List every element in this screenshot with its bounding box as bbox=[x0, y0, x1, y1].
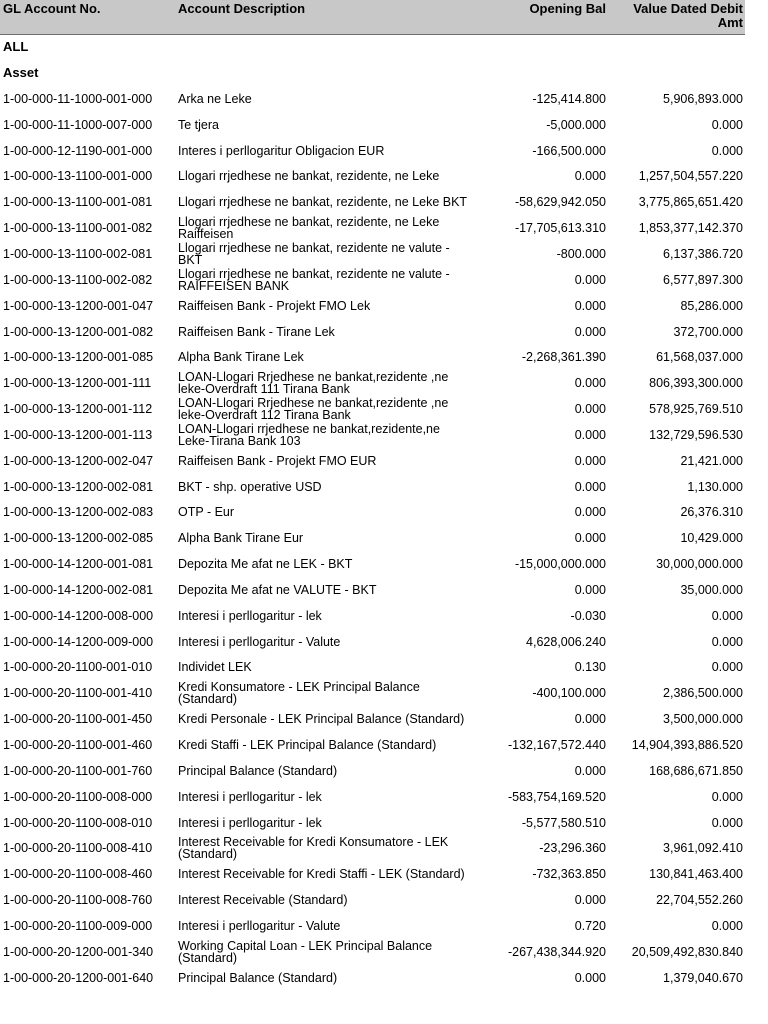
gl-account-cell: 1-00-000-20-1100-001-450 bbox=[3, 712, 153, 727]
value-dated-debit-cell: 35,000.000 bbox=[680, 582, 743, 597]
gl-account-cell: 1-00-000-14-1200-002-081 bbox=[3, 582, 154, 597]
opening-bal-cell: -583,754,169.520 bbox=[507, 789, 606, 804]
ledger-table-body bbox=[0, 86, 745, 991]
table-row bbox=[0, 706, 745, 732]
table-row bbox=[0, 267, 745, 293]
opening-bal-cell: 0.000 bbox=[574, 298, 606, 313]
account-description-cell: Llogari rrjedhese ne bankat, rezidente, ne Leke bbox=[178, 169, 440, 184]
opening-bal-cell: -732,363.850 bbox=[532, 867, 606, 882]
value-dated-debit-cell: 3,500,000.000 bbox=[663, 712, 743, 727]
gl-account-cell: 1-00-000-20-1200-001-640 bbox=[3, 970, 154, 985]
table-row bbox=[0, 758, 745, 784]
table-row bbox=[0, 603, 745, 629]
account-description-cell: Kredi Konsumatore - LEK Principal Balance (Standard) bbox=[178, 680, 420, 707]
account-description-cell: Kredi Personale - LEK Principal Balance (Standard) bbox=[178, 712, 465, 727]
table-row bbox=[0, 939, 745, 965]
account-description-cell: Kredi Staffi - LEK Principal Balance (Standard) bbox=[178, 738, 437, 753]
value-dated-debit-cell: 61,568,037.000 bbox=[656, 350, 743, 365]
account-description-cell: Llogari rrjedhese ne bankat, rezidente ne valute - BKT bbox=[178, 240, 450, 267]
value-dated-debit-cell: 3,775,865,651.420 bbox=[638, 195, 743, 210]
gl-account-cell: 1-00-000-13-1200-001-112 bbox=[3, 402, 153, 417]
gl-account-cell: 1-00-000-12-1190-001-000 bbox=[3, 143, 153, 158]
account-description-cell: Interesi i perllogaritur - Valute bbox=[178, 918, 341, 933]
value-dated-debit-cell: 20,509,492,830.840 bbox=[631, 944, 743, 959]
account-description-cell: Interes i perllogaritur Obligacion EUR bbox=[178, 143, 385, 158]
gl-account-cell: 1-00-000-13-1200-001-111 bbox=[3, 376, 152, 391]
account-description-cell: Interesi i perllogaritur - lek bbox=[178, 608, 322, 623]
opening-bal-cell: -267,438,344.920 bbox=[507, 944, 606, 959]
account-description-cell: LOAN-Llogari Rrjedhese ne bankat,rezidente ,ne leke-Overdraft 111 Tirana Bank bbox=[178, 370, 449, 397]
gl-account-cell: 1-00-000-14-1200-001-081 bbox=[3, 557, 154, 572]
opening-bal-cell: -0.030 bbox=[570, 608, 606, 623]
gl-account-cell: 1-00-000-13-1200-002-081 bbox=[3, 479, 154, 494]
value-dated-debit-cell: 806,393,300.000 bbox=[649, 376, 743, 391]
table-row bbox=[0, 577, 745, 603]
account-description-cell: Interesi i perllogaritur - Valute bbox=[178, 634, 341, 649]
account-description-cell: LOAN-Llogari Rrjedhese ne bankat,rezidente ,ne leke-Overdraft 112 Tirana Bank bbox=[178, 396, 449, 423]
value-dated-debit-cell: 0.000 bbox=[711, 789, 743, 804]
gl-account-cell: 1-00-000-20-1100-001-410 bbox=[3, 686, 153, 701]
account-description-cell: Interesi i perllogaritur - lek bbox=[178, 815, 322, 830]
account-description-cell: Interest Receivable (Standard) bbox=[178, 893, 348, 908]
account-description-cell: Depozita Me afat ne LEK - BKT bbox=[178, 557, 353, 572]
gl-account-cell: 1-00-000-13-1100-001-081 bbox=[3, 195, 153, 210]
gl-account-cell: 1-00-000-13-1100-001-000 bbox=[3, 169, 153, 184]
table-header bbox=[0, 0, 745, 35]
account-description-cell: Llogari rrjedhese ne bankat, rezidente, ne Leke Raiffeisen bbox=[178, 215, 440, 242]
value-dated-debit-cell: 0.000 bbox=[711, 634, 743, 649]
account-description-cell: Interesi i perllogaritur - lek bbox=[178, 789, 322, 804]
table-row bbox=[0, 215, 745, 241]
account-description-cell: Working Capital Loan - LEK Principal Balance (Standard) bbox=[178, 938, 433, 965]
table-row bbox=[0, 732, 745, 758]
value-dated-debit-cell: 6,577,897.300 bbox=[663, 272, 743, 287]
gl-account-cell: 1-00-000-13-1100-002-082 bbox=[3, 272, 153, 287]
table-row bbox=[0, 525, 745, 551]
value-dated-debit-cell: 372,700.000 bbox=[673, 324, 743, 339]
account-description-cell: Alpha Bank Tirane Eur bbox=[178, 531, 304, 546]
gl-account-cell: 1-00-000-13-1200-002-083 bbox=[3, 505, 154, 520]
opening-bal-cell: 0.000 bbox=[574, 505, 606, 520]
opening-bal-cell: -166,500.000 bbox=[532, 143, 606, 158]
opening-bal-cell: 0.000 bbox=[574, 970, 606, 985]
opening-bal-cell: -5,000.000 bbox=[546, 117, 606, 132]
account-description-cell: BKT - shp. operative USD bbox=[178, 479, 322, 494]
value-dated-debit-cell: 5,906,893.000 bbox=[663, 91, 743, 106]
header-account-description: Account Description bbox=[178, 1, 306, 16]
gl-account-cell: 1-00-000-13-1200-001-082 bbox=[3, 324, 154, 339]
table-row bbox=[0, 422, 745, 448]
opening-bal-cell: -58,629,942.050 bbox=[514, 195, 606, 210]
value-dated-debit-cell: 0.000 bbox=[711, 608, 743, 623]
table-row bbox=[0, 86, 745, 112]
header-gl-account: GL Account No. bbox=[3, 1, 101, 16]
value-dated-debit-cell: 1,130.000 bbox=[687, 479, 743, 494]
value-dated-debit-cell: 26,376.310 bbox=[680, 505, 743, 520]
value-dated-debit-cell: 1,379,040.670 bbox=[663, 970, 743, 985]
opening-bal-cell: 0.000 bbox=[574, 427, 606, 442]
gl-account-cell: 1-00-000-14-1200-009-000 bbox=[3, 634, 154, 649]
account-description-cell: Principal Balance (Standard) bbox=[178, 763, 338, 778]
opening-bal-cell: 0.720 bbox=[574, 918, 606, 933]
table-row bbox=[0, 887, 745, 913]
opening-bal-cell: 0.000 bbox=[574, 272, 606, 287]
value-dated-debit-cell: 3,961,092.410 bbox=[663, 841, 743, 856]
table-row bbox=[0, 448, 745, 474]
opening-bal-cell: -2,268,361.390 bbox=[521, 350, 606, 365]
gl-account-cell: 1-00-000-13-1200-001-085 bbox=[3, 350, 154, 365]
gl-account-cell: 1-00-000-20-1100-001-460 bbox=[3, 738, 153, 753]
account-description-cell: Interest Receivable for Kredi Konsumatore - LEK (Standard) bbox=[178, 835, 449, 862]
value-dated-debit-cell: 14,904,393,886.520 bbox=[631, 738, 743, 753]
opening-bal-cell: -23,296.360 bbox=[539, 841, 606, 856]
value-dated-debit-cell: 0.000 bbox=[711, 815, 743, 830]
gl-account-cell: 1-00-000-13-1200-002-047 bbox=[3, 453, 154, 468]
table-row bbox=[0, 370, 745, 396]
account-description-cell: Llogari rrjedhese ne bankat, rezidente, ne Leke BKT bbox=[178, 195, 468, 210]
table-row bbox=[0, 861, 745, 887]
gl-account-cell: 1-00-000-20-1100-008-000 bbox=[3, 789, 153, 804]
gl-account-cell: 1-00-000-13-1200-001-047 bbox=[3, 298, 154, 313]
opening-bal-cell: 0.000 bbox=[574, 712, 606, 727]
value-dated-debit-cell: 30,000,000.000 bbox=[656, 557, 743, 572]
gl-account-cell: 1-00-000-20-1100-008-760 bbox=[3, 893, 153, 908]
gl-account-cell: 1-00-000-20-1100-001-010 bbox=[3, 660, 153, 675]
gl-account-cell: 1-00-000-13-1200-002-085 bbox=[3, 531, 154, 546]
gl-account-cell: 1-00-000-11-1000-007-000 bbox=[3, 117, 153, 132]
gl-account-cell: 1-00-000-20-1100-001-760 bbox=[3, 763, 153, 778]
value-dated-debit-cell: 168,686,671.850 bbox=[649, 763, 743, 778]
opening-bal-cell: 0.000 bbox=[574, 169, 606, 184]
table-row bbox=[0, 810, 745, 836]
account-description-cell: Llogari rrjedhese ne bankat, rezidente ne valute - RAIFFEISEN BANK bbox=[178, 266, 450, 293]
table-row bbox=[0, 913, 745, 939]
table-row bbox=[0, 500, 745, 526]
opening-bal-cell: 0.000 bbox=[574, 582, 606, 597]
table-row bbox=[0, 784, 745, 810]
opening-bal-cell: 0.000 bbox=[574, 531, 606, 546]
section-all: ALL bbox=[3, 39, 29, 54]
opening-bal-cell: -132,167,572.440 bbox=[507, 738, 606, 753]
table-row bbox=[0, 835, 745, 861]
header-value-dated-debit: Value Dated Debit Amt bbox=[633, 1, 743, 30]
table-row bbox=[0, 241, 745, 267]
opening-bal-cell: -400,100.000 bbox=[532, 686, 606, 701]
opening-bal-cell: -800.000 bbox=[556, 246, 606, 261]
opening-bal-cell: 0.000 bbox=[574, 376, 606, 391]
gl-account-cell: 1-00-000-13-1100-002-081 bbox=[3, 246, 153, 261]
table-row bbox=[0, 112, 745, 138]
opening-bal-cell: 4,628,006.240 bbox=[526, 634, 606, 649]
account-description-cell: Te tjera bbox=[178, 117, 219, 132]
opening-bal-cell: 0.000 bbox=[574, 893, 606, 908]
value-dated-debit-cell: 0.000 bbox=[711, 918, 743, 933]
value-dated-debit-cell: 6,137,386.720 bbox=[663, 246, 743, 261]
account-description-cell: Depozita Me afat ne VALUTE - BKT bbox=[178, 582, 377, 597]
gl-account-cell: 1-00-000-20-1100-008-010 bbox=[3, 815, 153, 830]
value-dated-debit-cell: 1,257,504,557.220 bbox=[638, 169, 743, 184]
value-dated-debit-cell: 1,853,377,142.370 bbox=[638, 221, 743, 236]
header-opening-bal: Opening Bal bbox=[529, 1, 606, 16]
table-row bbox=[0, 474, 745, 500]
gl-account-cell: 1-00-000-20-1100-008-410 bbox=[3, 841, 153, 856]
account-description-cell: OTP - Eur bbox=[178, 505, 235, 520]
value-dated-debit-cell: 0.000 bbox=[711, 117, 743, 132]
gl-account-cell: 1-00-000-13-1100-001-082 bbox=[3, 221, 153, 236]
account-description-cell: Interest Receivable for Kredi Staffi - LEK (Standard) bbox=[178, 867, 465, 882]
gl-account-cell: 1-00-000-20-1200-001-340 bbox=[3, 944, 154, 959]
gl-account-cell: 1-00-000-20-1100-008-460 bbox=[3, 867, 153, 882]
opening-bal-cell: 0.130 bbox=[574, 660, 606, 675]
account-description-cell: Raiffeisen Bank - Projekt FMO EUR bbox=[178, 453, 377, 468]
value-dated-debit-cell: 85,286.000 bbox=[680, 298, 743, 313]
opening-bal-cell: 0.000 bbox=[574, 763, 606, 778]
gl-account-cell: 1-00-000-20-1100-009-000 bbox=[3, 918, 153, 933]
table-row bbox=[0, 164, 745, 190]
value-dated-debit-cell: 130,841,463.400 bbox=[649, 867, 743, 882]
opening-bal-cell: 0.000 bbox=[574, 402, 606, 417]
opening-bal-cell: -17,705,613.310 bbox=[514, 221, 606, 236]
table-row bbox=[0, 138, 745, 164]
value-dated-debit-cell: 0.000 bbox=[711, 143, 743, 158]
gl-account-cell: 1-00-000-11-1000-001-000 bbox=[3, 91, 153, 106]
opening-bal-cell: 0.000 bbox=[574, 324, 606, 339]
opening-bal-cell: 0.000 bbox=[574, 479, 606, 494]
opening-bal-cell: -125,414.800 bbox=[532, 91, 606, 106]
table-row bbox=[0, 319, 745, 345]
table-row bbox=[0, 655, 745, 681]
account-description-cell: Individet LEK bbox=[178, 660, 252, 675]
account-description-cell: Principal Balance (Standard) bbox=[178, 970, 338, 985]
table-row bbox=[0, 344, 745, 370]
value-dated-debit-cell: 22,704,552.260 bbox=[656, 893, 743, 908]
value-dated-debit-cell: 578,925,769.510 bbox=[649, 402, 743, 417]
table-row bbox=[0, 293, 745, 319]
value-dated-debit-cell: 10,429.000 bbox=[680, 531, 743, 546]
account-description-cell: Alpha Bank Tirane Lek bbox=[178, 350, 304, 365]
table-row bbox=[0, 680, 745, 706]
value-dated-debit-cell: 2,386,500.000 bbox=[663, 686, 743, 701]
value-dated-debit-cell: 0.000 bbox=[711, 660, 743, 675]
table-row bbox=[0, 189, 745, 215]
table-row bbox=[0, 396, 745, 422]
opening-bal-cell: 0.000 bbox=[574, 453, 606, 468]
section-asset: Asset bbox=[3, 65, 39, 80]
opening-bal-cell: -5,577,580.510 bbox=[521, 815, 606, 830]
account-description-cell: Raiffeisen Bank - Projekt FMO Lek bbox=[178, 298, 371, 313]
gl-account-cell: 1-00-000-13-1200-001-113 bbox=[3, 427, 153, 442]
opening-bal-cell: -15,000,000.000 bbox=[514, 557, 606, 572]
table-row bbox=[0, 551, 745, 577]
table-row bbox=[0, 629, 745, 655]
value-dated-debit-cell: 132,729,596.530 bbox=[649, 427, 743, 442]
account-description-cell: LOAN-Llogari rrjedhese ne bankat,rezidente,ne Leke-Tirana Bank 103 bbox=[178, 421, 440, 448]
table-row bbox=[0, 965, 745, 991]
account-description-cell: Raiffeisen Bank - Tirane Lek bbox=[178, 324, 335, 339]
gl-account-cell: 1-00-000-14-1200-008-000 bbox=[3, 608, 154, 623]
account-description-cell: Arka ne Leke bbox=[178, 91, 252, 106]
value-dated-debit-cell: 21,421.000 bbox=[680, 453, 743, 468]
